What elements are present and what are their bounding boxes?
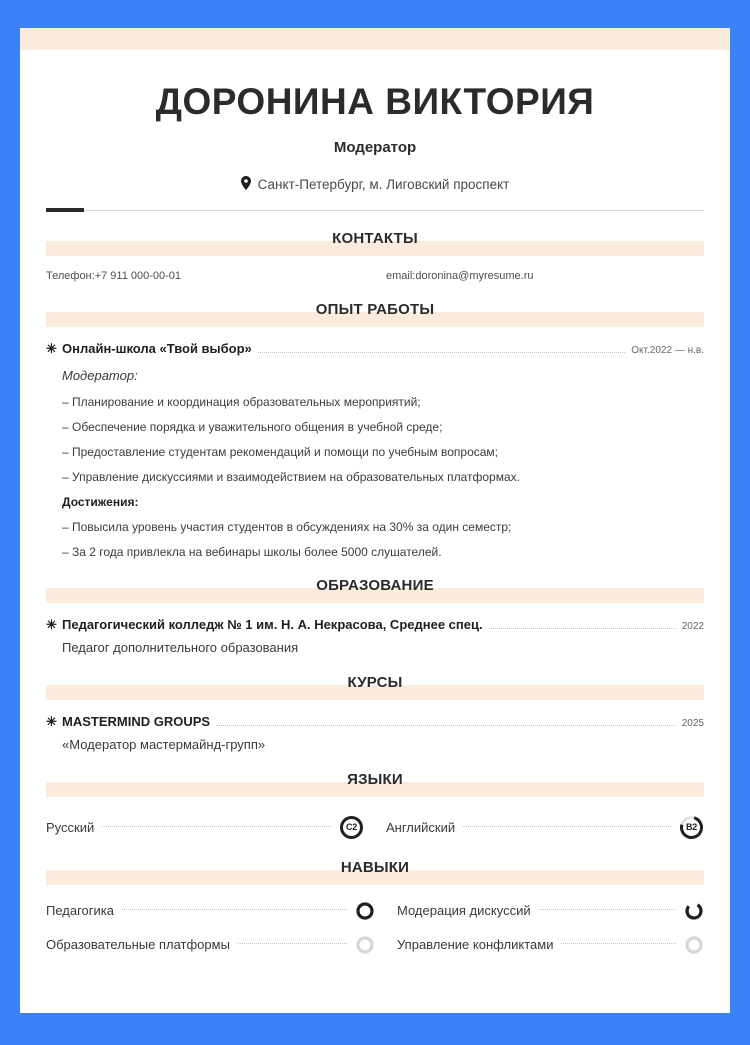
skill-level-ring xyxy=(684,935,704,955)
resume-page xyxy=(20,28,730,1013)
language-level-text: B2 xyxy=(686,822,697,833)
location-text: Санкт-Петербург, м. Лиговский проспект xyxy=(257,176,510,192)
location-row xyxy=(46,176,704,193)
course-entry xyxy=(46,714,704,752)
leader-dots xyxy=(258,352,625,353)
experience-entry xyxy=(46,341,704,558)
page-title: ДОРОНИНА ВИКТОРИЯ xyxy=(155,81,595,122)
contact-email-label: email: xyxy=(386,269,416,282)
skill-level-ring xyxy=(684,901,704,921)
section-title: ОПЫТ РАБОТЫ xyxy=(315,300,435,318)
section-title: КОНТАКТЫ xyxy=(332,229,418,247)
list-item: – Планирование и координация образовательных мероприятий; xyxy=(62,394,421,409)
language-item xyxy=(386,815,704,840)
leader-dots xyxy=(238,943,347,944)
section-education xyxy=(46,577,704,655)
education-institution: Педагогический колледж № 1 им. Н. А. Некрасова, Среднее спец. xyxy=(62,616,483,632)
languages-row xyxy=(46,815,704,840)
contact-phone-value[interactable]: +7 911 000-00-01 xyxy=(94,269,182,282)
experience-company: Онлайн-школа «Твой выбор» xyxy=(62,340,252,356)
list-item: – За 2 года привлекла на вебинары школы более 5000 слушателей. xyxy=(62,544,442,559)
contact-email-value[interactable]: doronina@myresume.ru xyxy=(415,269,534,282)
course-provider: MASTERMIND GROUPS xyxy=(62,713,211,729)
skill-name: Педагогика xyxy=(46,903,114,919)
experience-bullets xyxy=(62,396,704,558)
language-item xyxy=(46,815,364,840)
leader-dots xyxy=(216,725,676,726)
skill-item xyxy=(46,935,375,955)
section-title: ЯЗЫКИ xyxy=(347,770,403,788)
achievements-label: Достижения: xyxy=(62,494,139,509)
course-date: 2025 xyxy=(681,717,704,729)
section-contacts xyxy=(46,230,704,282)
section-header-courses xyxy=(46,674,704,700)
section-title: КУРСЫ xyxy=(347,673,403,691)
language-level-badge xyxy=(339,815,364,840)
job-title: Модератор xyxy=(333,138,417,156)
education-entry xyxy=(46,617,704,655)
experience-entry-head xyxy=(46,341,704,357)
list-item: – Обеспечение порядка и уважительного общения в учебной среде; xyxy=(62,419,443,434)
contacts-row xyxy=(46,270,704,282)
section-title: ОБРАЗОВАНИЕ xyxy=(316,576,434,594)
leader-dots xyxy=(561,943,676,944)
skills-grid xyxy=(46,901,704,969)
skill-name: Образовательные платформы xyxy=(46,937,230,953)
section-header-contacts xyxy=(46,230,704,256)
leader-dots xyxy=(122,909,347,910)
contact-email xyxy=(386,270,704,282)
section-header-skills xyxy=(46,859,704,885)
leader-dots xyxy=(463,826,671,827)
resume-header xyxy=(46,82,704,211)
section-experience xyxy=(46,301,704,558)
section-skills xyxy=(46,859,704,969)
list-item: – Повысила уровень участия студентов в обсуждениях на 30% за один семестр; xyxy=(62,519,512,534)
education-specialty: Педагог дополнительного образования xyxy=(62,639,299,655)
course-entry-head xyxy=(46,714,704,730)
list-item: – Предоставление студентам рекомендаций и помощи по учебным вопросам; xyxy=(62,444,499,459)
skill-item xyxy=(375,901,704,921)
section-header-experience xyxy=(46,301,704,327)
leader-dots xyxy=(102,826,331,827)
top-accent-band xyxy=(20,28,730,50)
experience-role: Модератор: xyxy=(62,367,138,383)
section-header-education xyxy=(46,577,704,603)
education-entry-head xyxy=(46,617,704,633)
language-level-text: C2 xyxy=(346,822,357,833)
leader-dots xyxy=(539,909,676,910)
education-date: 2022 xyxy=(681,620,704,632)
contact-phone xyxy=(46,270,364,282)
skill-level-ring xyxy=(355,901,375,921)
asterisk-icon: ✳ xyxy=(46,713,57,729)
skill-name: Модерация дискуссий xyxy=(397,903,531,919)
course-name: «Модератор мастермайнд-групп» xyxy=(62,736,266,752)
language-level-badge xyxy=(679,815,704,840)
contact-phone-label: Телефон: xyxy=(46,269,95,282)
skill-item xyxy=(375,935,704,955)
asterisk-icon: ✳ xyxy=(46,616,57,632)
experience-date: Окт.2022 — н.в. xyxy=(631,344,704,356)
skill-name: Управление конфликтами xyxy=(397,937,554,953)
section-languages xyxy=(46,771,704,840)
list-item: – Управление дискуссиями и взаимодействием на образовательных платформах. xyxy=(62,469,520,484)
skill-item xyxy=(46,901,375,921)
language-name: Английский xyxy=(386,819,456,835)
header-divider xyxy=(46,210,704,211)
map-pin-icon xyxy=(241,176,251,193)
leader-dots xyxy=(489,628,676,629)
section-courses xyxy=(46,674,704,752)
section-header-languages xyxy=(46,771,704,797)
asterisk-icon: ✳ xyxy=(46,340,57,356)
language-name: Русский xyxy=(46,819,95,835)
section-title: НАВЫКИ xyxy=(340,858,410,876)
skill-level-ring xyxy=(355,935,375,955)
